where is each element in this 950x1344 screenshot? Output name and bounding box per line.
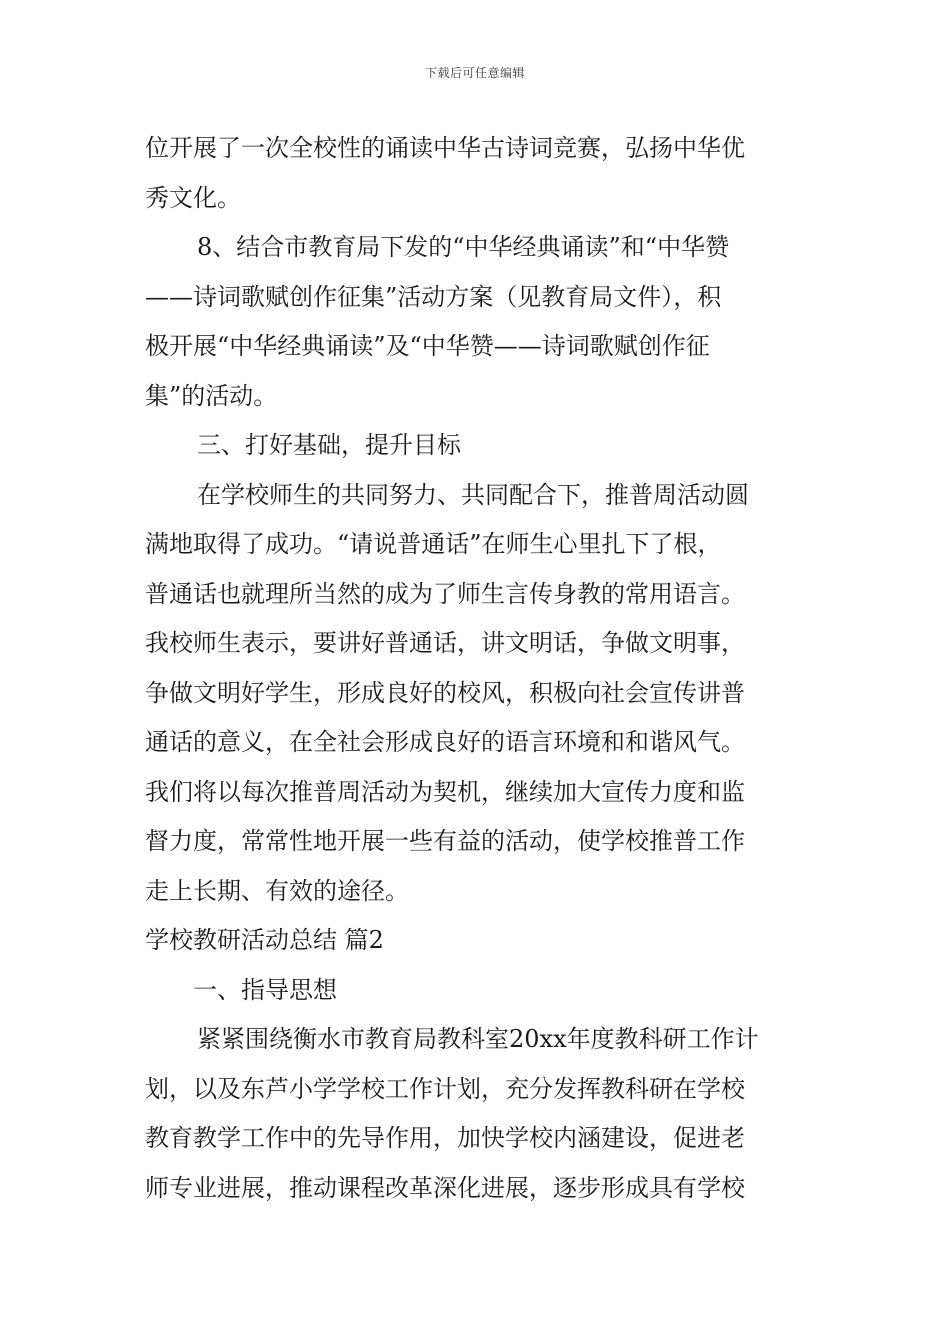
text-line: 满地取得了成功。“请说普通话”在师生心里扎下了根， — [145, 530, 722, 558]
text-line: 极开展“中华经典诵读”及“中华赞——诗词歌赋创作征 — [145, 332, 710, 360]
section-heading: 三、打好基础，提升目标 — [197, 431, 461, 459]
text-line: 集”的活动。 — [145, 381, 278, 410]
text-line: 普通话也就理所当然的成为了师生言传身教的常用语言。 — [145, 579, 745, 608]
paragraph-start: 8、结合市教育局下发的“中华经典诵读”和“中华赞 — [197, 233, 730, 261]
document-body — [145, 124, 810, 1213]
text-line: 督力度，常常性地开展一些有益的活动，使学校推普工作 — [145, 827, 745, 855]
text-line: 教育教学工作中的先导作用，加快学校内涵建设，促进老 — [145, 1124, 745, 1152]
text-line: 划，以及东芦小学学校工作计划，充分发挥教科研在学校 — [145, 1074, 745, 1103]
text-line: ——诗词歌赋创作征集”活动方案（见教育局文件），积 — [145, 282, 722, 311]
text-line: 我们将以每次推普周活动为契机，继续加大宣传力度和监 — [145, 777, 745, 806]
section-heading: 一、指导思想 — [193, 975, 337, 1004]
article-title: 学校教研活动总结 篇2 — [145, 926, 384, 954]
text-line: 位开展了一次全校性的诵读中华古诗词竞赛，弘扬中华优 — [145, 134, 745, 162]
paragraph-start: 紧紧围绕衡水市教育局教科室20xx年度教科研工作计 — [197, 1025, 759, 1053]
text-line: 师专业进展，推动课程改革深化进展，逐步形成具有学校 — [145, 1173, 745, 1202]
text-line: 通话的意义，在全社会形成良好的语言环境和和谐风气。 — [145, 728, 745, 756]
text-line: 走上长期、有效的途径。 — [145, 876, 409, 905]
text-line: 我校师生表示，要讲好普通话，讲文明话，争做文明事， — [145, 629, 745, 657]
text-line: 争做文明好学生，形成良好的校风，积极向社会宣传讲普 — [145, 678, 745, 707]
page-header: 下载后可任意编辑 — [424, 66, 525, 80]
text-line: 秀文化。 — [145, 183, 241, 212]
paragraph-start: 在学校师生的共同努力、共同配合下，推普周活动圆 — [197, 480, 749, 509]
